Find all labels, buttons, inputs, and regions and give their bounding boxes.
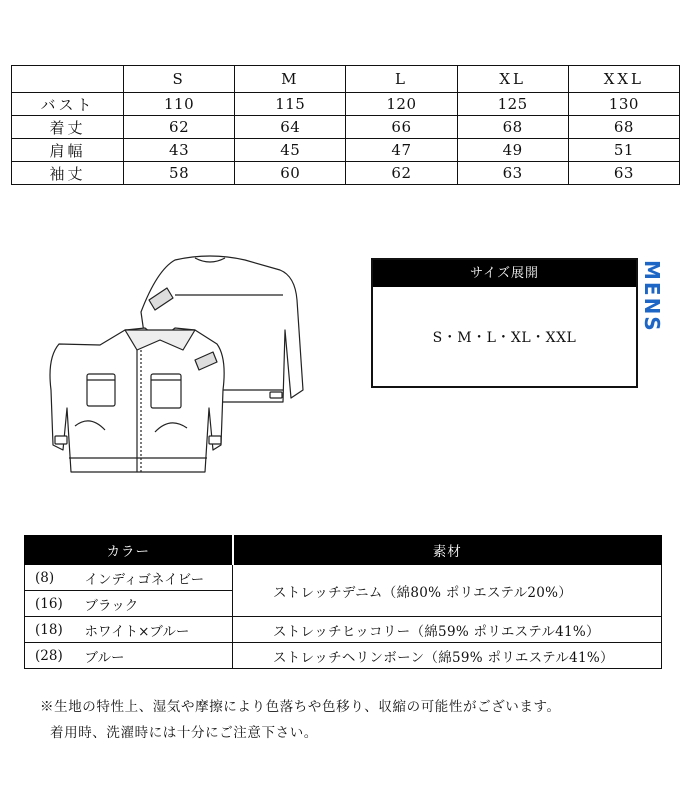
table-cell: 62 (124, 116, 235, 139)
color-name: ホワイト×ブルー (81, 617, 233, 643)
table-row (12, 162, 680, 185)
size-header-blank (12, 66, 124, 93)
table-row (25, 565, 662, 591)
jacket-illustration (45, 240, 335, 485)
color-material-table (24, 535, 662, 669)
table-cell: 58 (124, 162, 235, 185)
color-table-header (25, 536, 662, 565)
size-header: XL (457, 66, 568, 93)
table-cell: 68 (568, 116, 679, 139)
size-header: M (235, 66, 346, 93)
size-header: L (346, 66, 457, 93)
table-row (25, 617, 662, 643)
table-row (12, 116, 680, 139)
color-code: (16) (25, 591, 81, 617)
jacket-front-view (50, 328, 224, 472)
table-cell: 115 (235, 93, 346, 116)
size-table (11, 65, 680, 185)
color-code: (8) (25, 565, 81, 591)
color-code: (18) (25, 617, 81, 643)
table-cell: 64 (235, 116, 346, 139)
color-code: (28) (25, 643, 81, 669)
table-cell: 45 (235, 139, 346, 162)
table-row (12, 93, 680, 116)
mens-label: MENS (640, 260, 664, 333)
table-row (12, 139, 680, 162)
size-range-box (371, 258, 638, 388)
color-name: ブラック (81, 591, 233, 617)
table-cell: 68 (457, 116, 568, 139)
size-header-row (12, 66, 680, 93)
table-cell: 49 (457, 139, 568, 162)
table-cell: 63 (457, 162, 568, 185)
table-cell: 125 (457, 93, 568, 116)
material-header: 素材 (233, 536, 662, 565)
size-header: XXL (568, 66, 679, 93)
size-range-title: サイズ展開 (373, 260, 636, 287)
table-cell: 130 (568, 93, 679, 116)
note-line: 着用時、洗濯時には十分にご注意下さい。 (50, 725, 318, 741)
size-header: S (124, 66, 235, 93)
table-cell: 51 (568, 139, 679, 162)
material-cell: ストレッチヘリンボーン（綿59% ポリエステル41%） (233, 643, 662, 669)
color-name: ブルー (81, 643, 233, 669)
row-label: 袖丈 (12, 162, 124, 185)
table-cell: 60 (235, 162, 346, 185)
table-cell: 120 (346, 93, 457, 116)
table-cell: 110 (124, 93, 235, 116)
color-header: カラー (25, 536, 233, 565)
material-cell: ストレッチデニム（綿80% ポリエステル20%） (233, 565, 662, 617)
color-name: インディゴネイビー (81, 565, 233, 591)
row-label: 着丈 (12, 116, 124, 139)
row-label: バスト (12, 93, 124, 116)
table-cell: 43 (124, 139, 235, 162)
size-range-value: S・M・L・XL・XXL (432, 330, 577, 346)
table-row (25, 643, 662, 669)
row-label: 肩幅 (12, 139, 124, 162)
table-cell: 47 (346, 139, 457, 162)
material-cell: ストレッチヒッコリー（綿59% ポリエステル41%） (233, 617, 662, 643)
table-cell: 62 (346, 162, 457, 185)
care-notes (40, 694, 680, 746)
note-line: ※生地の特性上、湿気や摩擦により色落ちや色移り、収縮の可能性がございます。 (40, 699, 561, 715)
table-cell: 63 (568, 162, 679, 185)
table-cell: 66 (346, 116, 457, 139)
